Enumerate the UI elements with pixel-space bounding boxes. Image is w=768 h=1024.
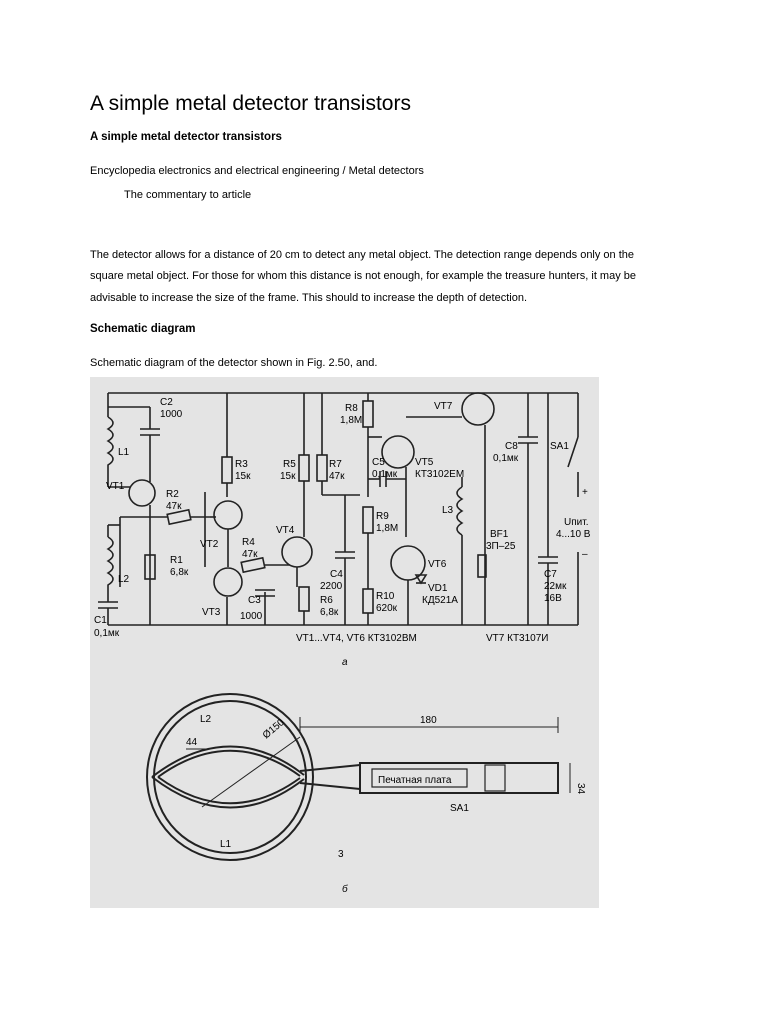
label-r8-val: 1,8М — [340, 415, 363, 426]
label-c3-val: 1000 — [240, 611, 263, 622]
label-c5: C5 — [372, 457, 385, 468]
label-vt3: VT3 — [202, 607, 221, 618]
frame-label-180: 180 — [420, 715, 437, 726]
label-c5-val: 0,1мк — [372, 469, 398, 480]
frame-label-3: 3 — [338, 849, 344, 860]
label-r9: R9 — [376, 511, 389, 522]
label-minus: – — [582, 549, 588, 560]
label-r4: R4 — [242, 537, 255, 548]
schematic-figure — [90, 377, 599, 908]
label-r2: R2 — [166, 489, 179, 500]
label-r7-val: 47к — [329, 471, 345, 482]
label-r8: R8 — [345, 403, 358, 414]
frame-label-l1: L1 — [220, 839, 232, 850]
label-bf1: BF1 — [490, 529, 509, 540]
label-c4-val: 2200 — [320, 581, 343, 592]
label-r7: R7 — [329, 459, 342, 470]
label-c7-volt: 16В — [544, 593, 562, 604]
label-vd1-type: КД521А — [422, 595, 458, 606]
label-r5: R5 — [283, 459, 296, 470]
figure-caption: Schematic diagram of the detector shown in Fig. 2.50, and. — [90, 357, 378, 369]
frame-label-part-b: б — [342, 884, 348, 895]
label-r9-val: 1,8М — [376, 523, 399, 534]
breadcrumb[interactable]: Encyclopedia electronics and electrical engineering / Metal detectors — [90, 165, 424, 177]
label-footer-right: VT7 КТ3107И — [486, 633, 549, 644]
label-c1: C1 — [94, 615, 107, 626]
label-l2: L2 — [118, 574, 130, 585]
label-bf1-type: 3П–25 — [486, 541, 516, 552]
page-title: A simple metal detector transistors — [90, 92, 411, 115]
label-c4: C4 — [330, 569, 343, 580]
label-c7: C7 — [544, 569, 557, 580]
label-l3: L3 — [442, 505, 454, 516]
label-part-a: а — [342, 657, 348, 668]
label-r6-val: 6,8к — [320, 607, 339, 618]
label-c8-val: 0,1мк — [493, 453, 519, 464]
label-l1: L1 — [118, 447, 130, 458]
label-upit-val: 4...10 В — [556, 529, 591, 540]
label-c7-val: 22мк — [544, 581, 567, 592]
label-vt5: VT5 — [415, 457, 434, 468]
label-c2-val: 1000 — [160, 409, 183, 420]
label-vt1: VT1 — [106, 481, 125, 492]
body-line-3: advisable to increase the size of the frame. This should to increase the depth of detection. — [90, 292, 528, 304]
label-r1: R1 — [170, 555, 183, 566]
frame-label-150: Ø150 — [260, 717, 287, 742]
section-heading: Schematic diagram — [90, 323, 196, 335]
label-r3: R3 — [235, 459, 248, 470]
body-line-1: The detector allows for a distance of 20 cm to detect any metal object. The detection range depends only on the — [90, 249, 635, 261]
label-vt6: VT6 — [428, 559, 447, 570]
body-line-2: square metal object. For those for whom this distance is not enough, for example the treasure hunters, it may be — [90, 270, 637, 282]
label-r5-val: 15к — [280, 471, 296, 482]
frame-label-34: 34 — [575, 783, 586, 795]
label-sa1: SA1 — [550, 441, 569, 452]
label-r10: R10 — [376, 591, 395, 602]
commentary-link[interactable]: The commentary to article — [124, 189, 252, 201]
label-r6: R6 — [320, 595, 333, 606]
schematic-svg — [90, 377, 599, 908]
label-plus: + — [582, 487, 588, 498]
frame-label-sa1: SA1 — [450, 803, 469, 814]
label-r3-val: 15к — [235, 471, 251, 482]
frame-label-l2: L2 — [200, 714, 212, 725]
label-vt4: VT4 — [276, 525, 295, 536]
frame-label-board: Печатная плата — [378, 775, 452, 786]
label-c1-val: 0,1мк — [94, 628, 120, 639]
label-vd1: VD1 — [428, 583, 448, 594]
label-upit: Uпит. — [564, 517, 589, 528]
label-r10-val: 620к — [376, 603, 398, 614]
label-vt2: VT2 — [200, 539, 219, 550]
article-subtitle: A simple metal detector transistors — [90, 131, 282, 143]
label-c2: C2 — [160, 397, 173, 408]
label-r1-val: 6,8к — [170, 567, 189, 578]
label-c3: C3 — [248, 595, 261, 606]
label-vt7: VT7 — [434, 401, 453, 412]
label-r4-val: 47к — [242, 549, 258, 560]
label-c8: C8 — [505, 441, 518, 452]
frame-label-44: 44 — [186, 737, 198, 748]
label-footer-left: VT1...VT4, VT6 КТ3102ВМ — [296, 633, 417, 644]
label-vt5-type: КТ3102ЕМ — [415, 469, 465, 480]
label-r2-val: 47к — [166, 501, 182, 512]
